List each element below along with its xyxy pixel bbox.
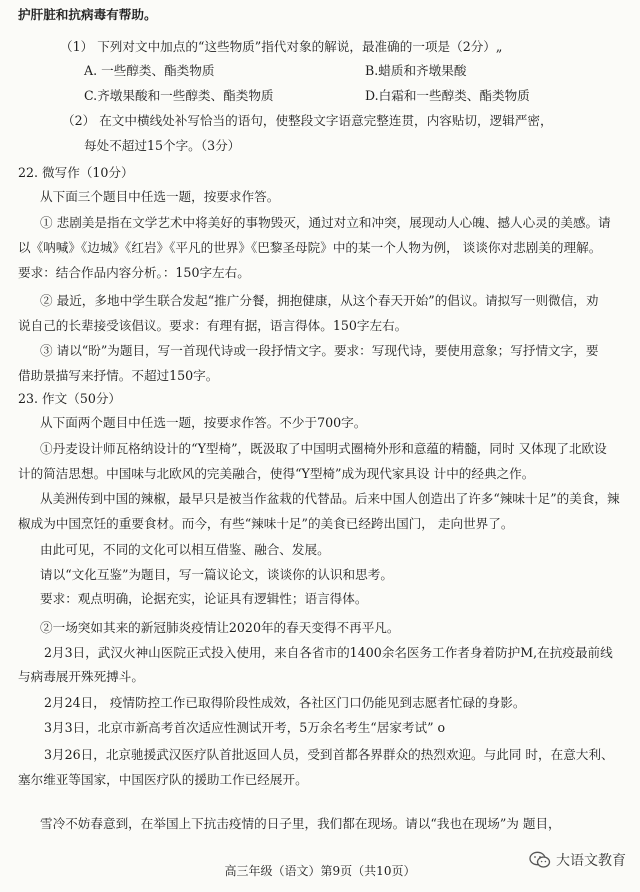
text-line: ③ 请以“盼”为题目，写一首现代诗或一段抒情文字。要求：写现代诗，要使用意象；写抒情文字，要 [40, 343, 599, 358]
text-line: 塞尔维亚等国家，中国医疗队的援助工作已经展开。 [18, 772, 308, 787]
text-line: 以《呐喊》《边城》《红岩》《平凡的世界》《巴黎圣母院》中的某一个人物为例， 谈谈你对悲剧美的理解。 [18, 240, 602, 255]
text-line: D.白霜和一些醇类、酯类物质 [365, 88, 530, 103]
text-line: 从美洲传到中国的辣椒，最早只是被当作盆栽的代替品。后来中国人创造出了许多“辣味十足”的美食，辣 [40, 491, 620, 506]
text-line: 计的简洁思想。中国味与北欧风的完美融合，使得“Y型椅”成为现代家具设 计中的经典之作。 [18, 466, 535, 481]
text-line: 从下面三个题目中任选一题，按要求作答。 [40, 189, 280, 204]
text-line: 椒成为中国烹饪的重要食材。而今，有些“辣味十足”的美食已经跨出国门， 走向世界了。 [18, 516, 514, 531]
text-line: C.齐墩果酸和一些醇类、酯类物质 [84, 88, 274, 103]
text-line: 从下面两个题目中任选一题，按要求作答。不少于700字。 [40, 415, 367, 430]
text-line: 23. 作文（50分） [18, 391, 122, 406]
text-line: 雪冷不妨春意到，在举国上下抗击疫情的日子里，我们都在现场。请以“我也在现场”为 题目， [40, 816, 561, 831]
text-line: B.蜡质和齐墩果酸 [365, 63, 467, 78]
text-line: 每处不超过15个字。（3分） [84, 138, 241, 153]
text-line: 22. 微写作（10分） [18, 165, 134, 180]
text-line: A. 一些醇类、酯类物质 [84, 63, 215, 78]
text-line: 要求：观点明确，论据充实，论证具有逻辑性；语言得体。 [40, 591, 368, 606]
text-line: 护肝脏和抗病毒有帮助。 [18, 7, 157, 22]
text-line: 借助景描写来抒情。不超过150字。 [18, 368, 219, 383]
text-line: ① 悲剧美是指在文学艺术中将美好的事物毁灭，通过对立和冲突，展现动人心魄、撼人心灵的美感。请 [40, 215, 611, 230]
page-footer: 高三年级（语文）第9页（共10页） [224, 864, 416, 878]
text-line: ② 最近，多地中学生联合发起“推广分餐，拥抱健康，从这个春天开始”的倡议。请拟写一则微信，劝 [40, 293, 599, 308]
text-line: 3月26日，北京驰援武汉医疗队首批返回人员，受到首都各界群众的热烈欢迎。与此同 时，在意大利、 [44, 747, 614, 762]
watermark-text: 大语文教育 [556, 853, 626, 869]
watermark [529, 850, 626, 870]
text-line: 说自己的长辈接受该倡议。要求：有理有据，语言得体。150字左右。 [18, 318, 408, 333]
text-line: 请以“文化互鉴”为题目，写一篇议论文，谈谈你的认识和思考。 [40, 567, 393, 582]
text-line: 2月24日， 疫情防控工作已取得阶段性成效，各社区门口仍能见到志愿者忙碌的身影。 [44, 695, 526, 710]
wechat-icon [529, 851, 551, 869]
text-line: ①丹麦设计师瓦格纳设计的“Y型椅”，既汲取了中国明式圈椅外形和意蕴的精髓，同时 又体现了北欧设 [40, 441, 607, 456]
text-line: （2） 在文中横线处补写恰当的语句，使整段文字语意完整连贯，内容贴切，逻辑严密， [62, 113, 553, 128]
text-line: ②一场突如其来的新冠肺炎疫情让2020年的春天变得不再平凡。 [40, 620, 400, 635]
text-line: （1） 下列对文中加点的“这些物质”指代对象的解说，最准确的一项是（2分）„ [60, 39, 503, 54]
text-line: 与病毒展开殊死搏斗。 [18, 669, 144, 684]
text-line: 3月3日，北京市新高考首次适应性测试开考，5万余名考生“居家考试” o [44, 720, 446, 735]
text-line: 要求：结合作品内容分析。：150字左右。 [18, 265, 250, 280]
text-line: 由此可见，不同的文化可以相互借鉴、融合、发展。 [40, 542, 330, 557]
text-line: 2月3日，武汉火神山医院正式投入使用，来自各省市的1400余名医务工作者身着防护M,在抗疫最前线 [44, 645, 613, 660]
